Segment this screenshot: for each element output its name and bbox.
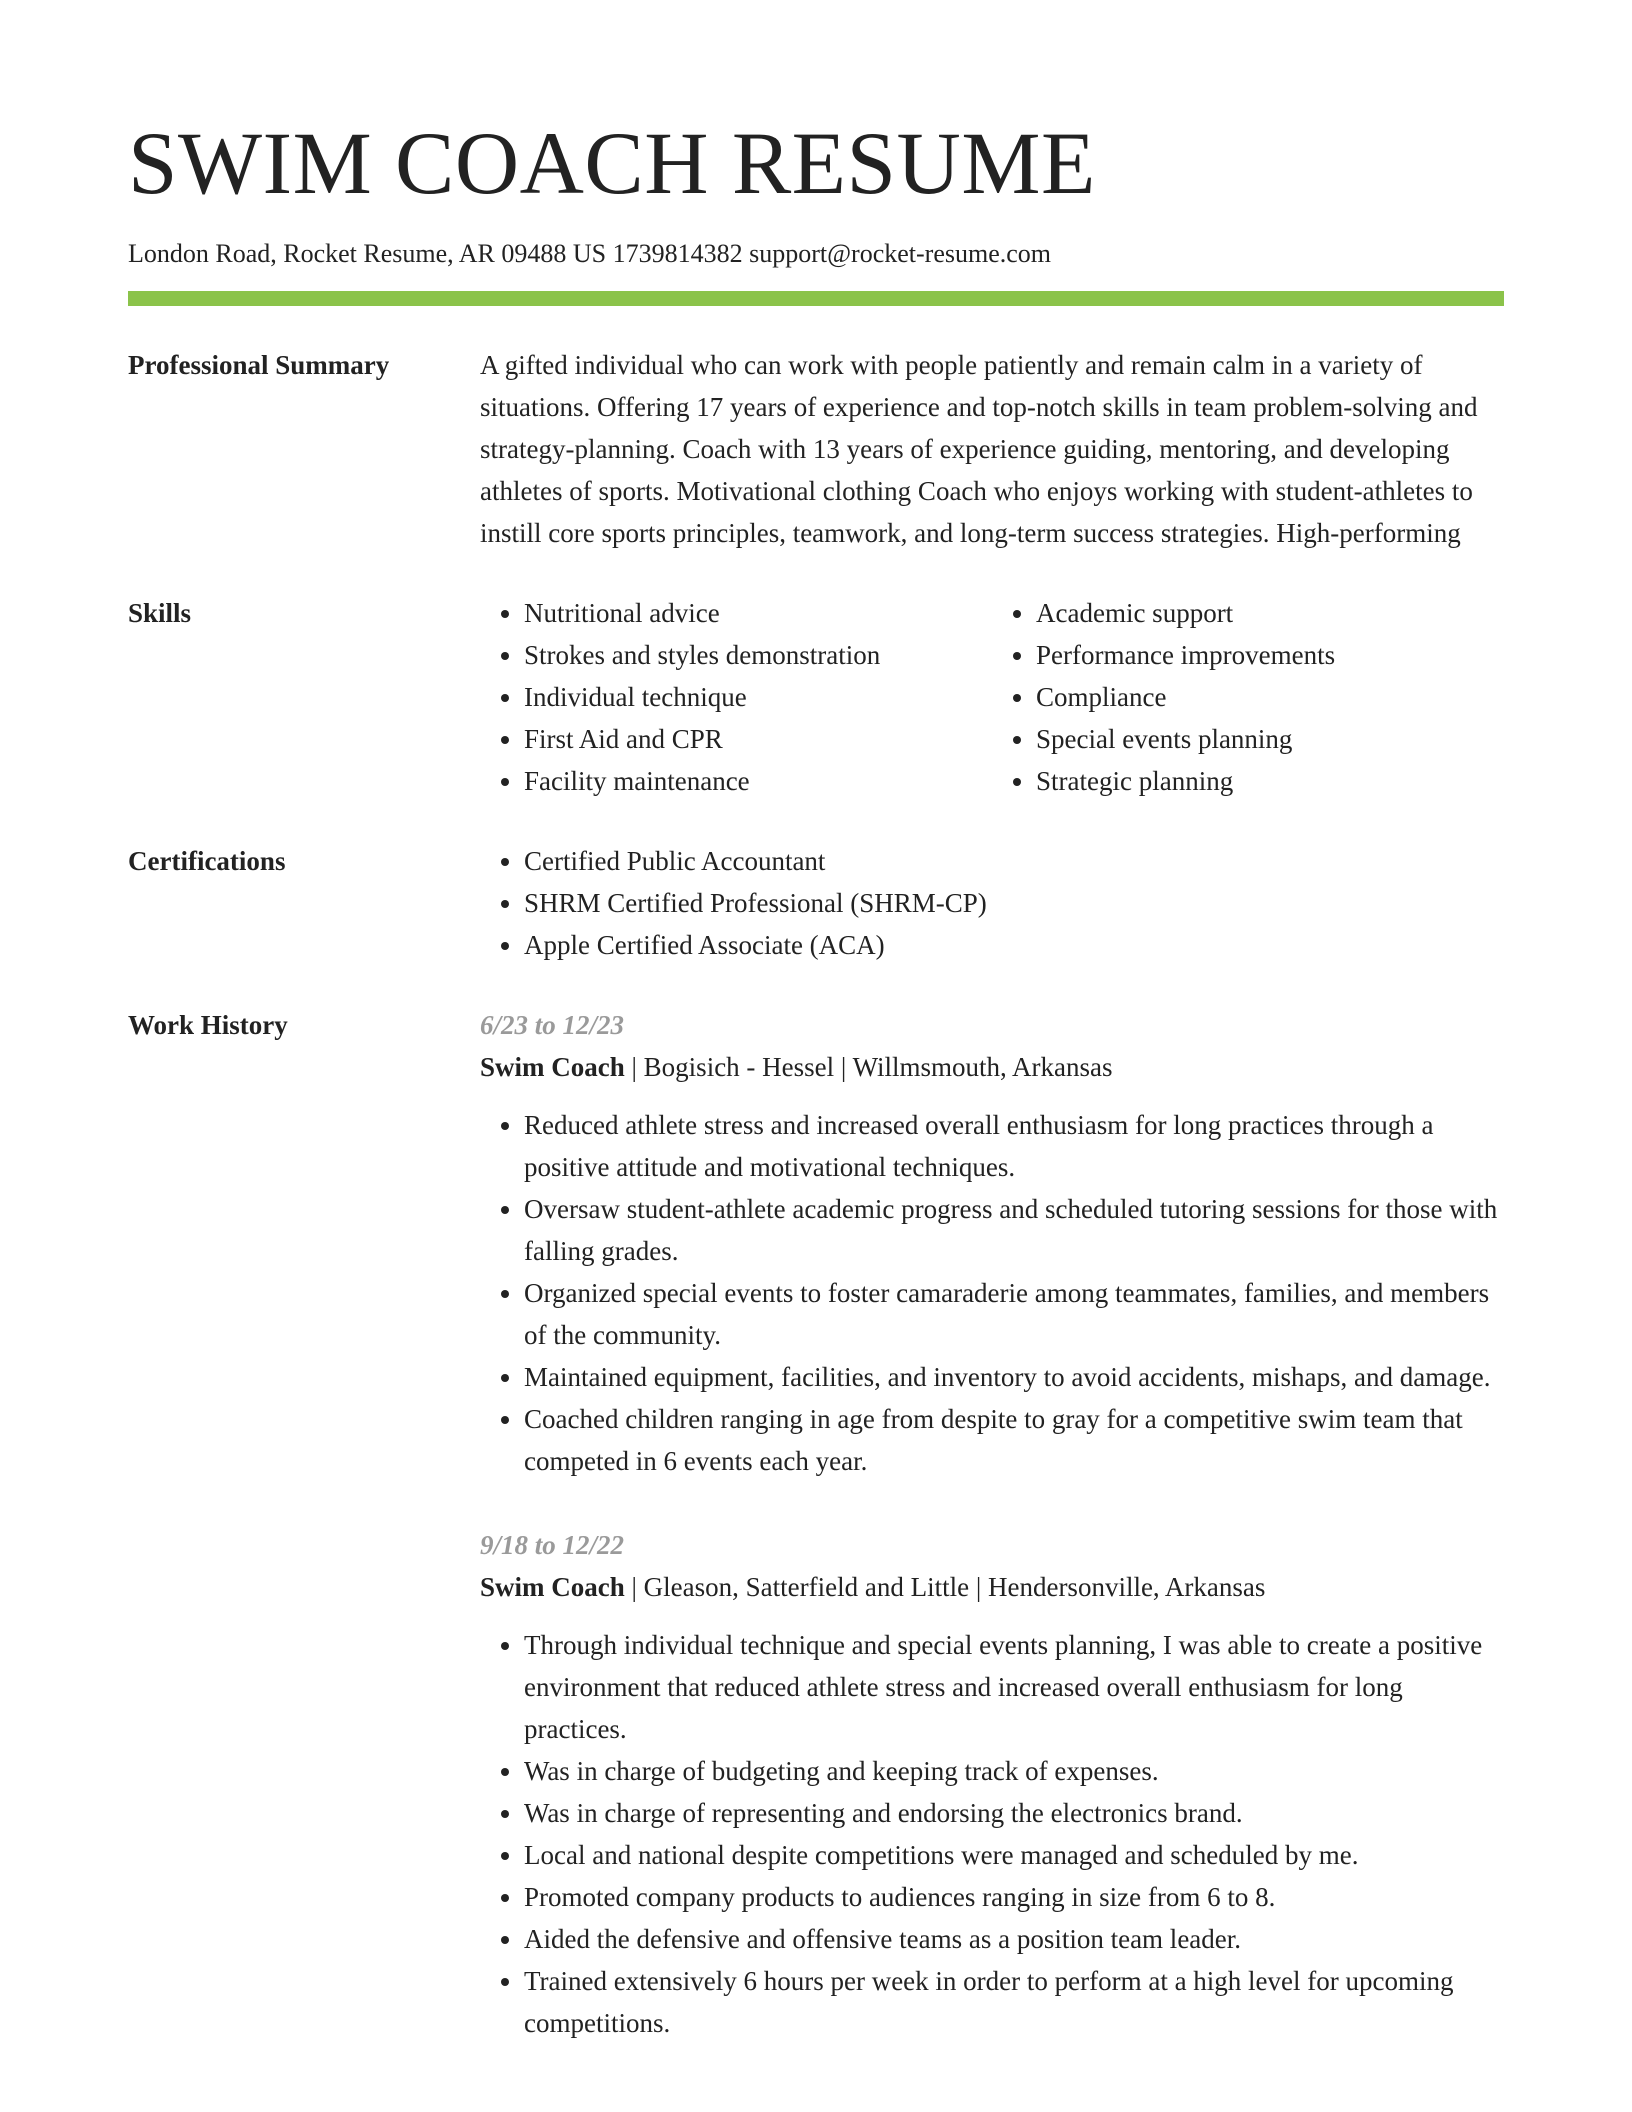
job-bullet: • Trained extensively 6 hours per week in order to perform at a high level for upcoming competitions. [524,1960,1504,2044]
job-title-line [480,1046,1504,1088]
skill-item: • Strategic planning [1036,760,1504,802]
job-title-line [480,1566,1504,1608]
skill-item: • Nutritional advice [524,592,992,634]
contact-info: London Road, Rocket Resume, AR 09488 US 1739814382 support@rocket-resume.com [128,239,1051,268]
certifications-section [128,840,1504,966]
job-bullets [480,1624,1504,2044]
section-label-skills: Skills [128,597,192,628]
skill-item: • Individual technique [524,676,992,718]
skill-item: • Compliance [1036,676,1504,718]
job-bullet: • Organized special events to foster camaraderie among teammates, families, and members of the community. [524,1272,1504,1356]
skill-item: • Strokes and styles demonstration [524,634,992,676]
job-entry [480,1524,1504,2044]
job-bullet: • Aided the defensive and offensive teams as a position team leader. [524,1918,1504,1960]
job-dates: 6/23 to 12/23 [480,1009,625,1040]
skill-item: • Performance improvements [1036,634,1504,676]
job-company-location: | Bogisich - Hessel | Willmsmouth, Arkansas [624,1051,1113,1082]
work-history-section [128,1004,1504,2044]
job-company-location: | Gleason, Satterfield and Little | Hendersonville, Arkansas [624,1571,1266,1602]
job-bullet: • Was in charge of representing and endorsing the electronics brand. [524,1792,1504,1834]
section-label-work-history: Work History [128,1009,288,1040]
certifications-list [480,840,1504,966]
skills-list-left [480,592,992,802]
job-bullet: • Was in charge of budgeting and keeping track of expenses. [524,1750,1504,1792]
job-bullet: • Maintained equipment, facilities, and inventory to avoid accidents, mishaps, and damage. [524,1356,1504,1398]
job-dates: 9/18 to 12/22 [480,1529,625,1560]
skills-section [128,592,1504,802]
skill-item: • Academic support [1036,592,1504,634]
job-bullet: • Promoted company products to audiences ranging in size from 6 to 8. [524,1876,1504,1918]
certification-item: • Certified Public Accountant [524,840,1504,882]
certification-item: • SHRM Certified Professional (SHRM-CP) [524,882,1504,924]
job-bullet: • Local and national despite competitions were managed and scheduled by me. [524,1834,1504,1876]
skills-list-right [992,592,1504,802]
job-entry [480,1004,1504,1482]
job-bullets [480,1104,1504,1482]
summary-text: A gifted individual who can work with people patiently and remain calm in a variety of situations. Offering 17 years of experience and top-notch skills in team problem-solving and strategy-planning. Coach with 13 years of experience guiding, mentoring, and developing athletes of sports. Motivational clothing Coach who enjoys working with student-athletes to instill core sports principles, teamwork, and long-term success strategies. High-performing [480,349,1478,548]
skill-item: • First Aid and CPR [524,718,992,760]
resume-title: SWIM COACH RESUME [128,115,1096,213]
skill-item: • Facility maintenance [524,760,992,802]
job-bullet: • Through individual technique and special events planning, I was able to create a positive environment that reduced athlete stress and increased overall enthusiasm for long practices. [524,1624,1504,1750]
summary-section [128,344,1504,554]
job-bullet: • Coached children ranging in age from despite to gray for a competitive swim team that competed in 6 events each year. [524,1398,1504,1482]
job-position: Swim Coach [480,1571,625,1602]
section-label-summary: Professional Summary [128,349,390,380]
job-bullet: • Oversaw student-athlete academic progress and scheduled tutoring sessions for those with falling grades. [524,1188,1504,1272]
section-label-certifications: Certifications [128,845,286,876]
job-bullet: • Reduced athlete stress and increased overall enthusiasm for long practices through a positive attitude and motivational techniques. [524,1104,1504,1188]
certification-item: • Apple Certified Associate (ACA) [524,924,1504,966]
skill-item: • Special events planning [1036,718,1504,760]
accent-divider [128,291,1504,306]
job-position: Swim Coach [480,1051,625,1082]
